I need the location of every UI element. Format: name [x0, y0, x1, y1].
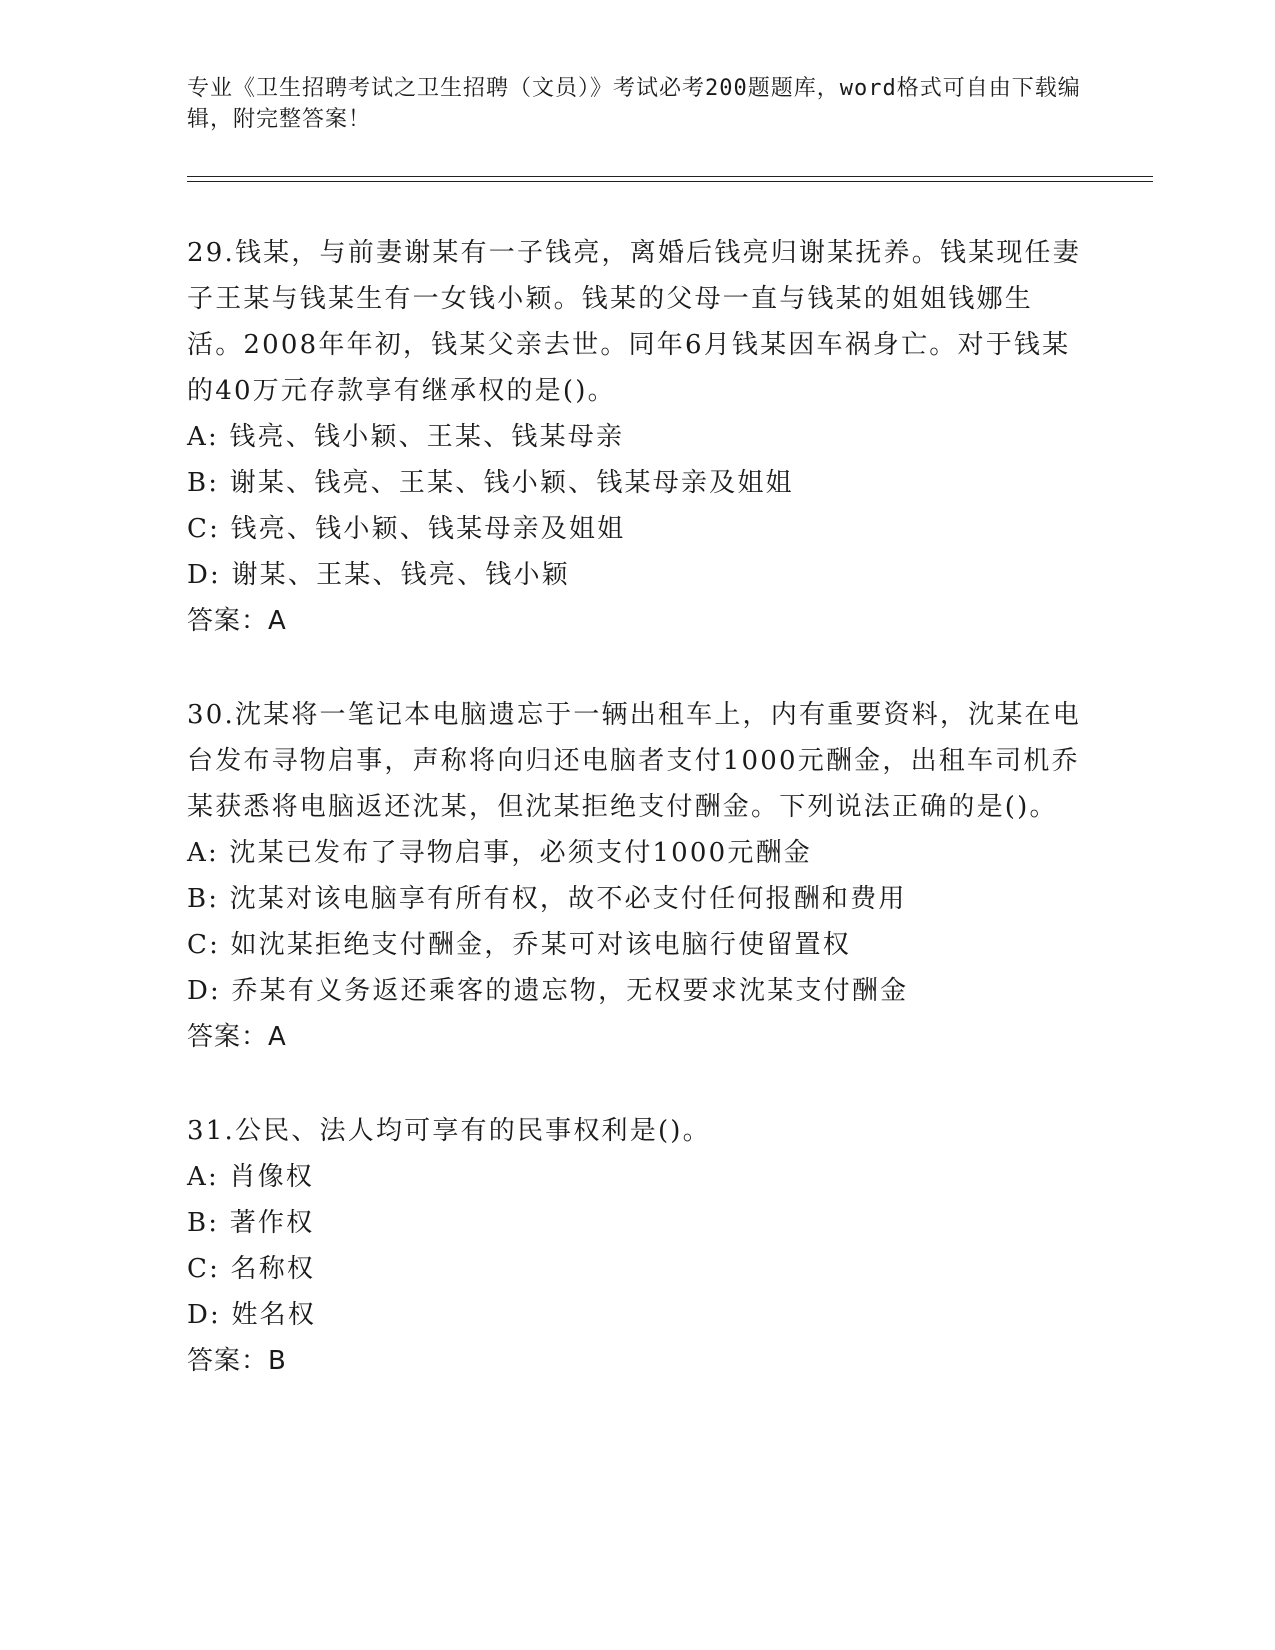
option-b: B: 著作权 — [187, 1208, 315, 1238]
option-b: B: 沈某对该电脑享有所有权，故不必支付任何报酬和费用 — [187, 884, 907, 914]
answer: 答案：A — [187, 606, 287, 636]
header-divider-bottom — [187, 181, 1153, 182]
option-b: B: 谢某、钱亮、王某、钱小颖、钱某母亲及姐姐 — [187, 468, 794, 498]
option-d: D: 谢某、王某、钱亮、钱小颖 — [187, 560, 570, 590]
question-30 — [187, 692, 1087, 1060]
option-c: C: 钱亮、钱小颖、钱某母亲及姐姐 — [187, 514, 626, 544]
option-c: C: 名称权 — [187, 1254, 316, 1284]
question-29 — [187, 230, 1087, 644]
question-text: 30.沈某将一笔记本电脑遗忘于一辆出租车上，内有重要资料，沈某在电台发布寻物启事，声称将向归还电脑者支付1000元酬金，出租车司机乔某获悉将电脑返还沈某，但沈某拒绝支付酬金。下列说法正确的是()。 — [187, 700, 1081, 822]
question-text: 29.钱某，与前妻谢某有一子钱亮，离婚后钱亮归谢某抚养。钱某现任妻子王某与钱某生有一女钱小颖。钱某的父母一直与钱某的姐姐钱娜生活。2008年年初，钱某父亲去世。同年6月钱某因车祸身亡。对于钱某的40万元存款享有继承权的是()。 — [187, 238, 1081, 406]
option-a: A: 沈某已发布了寻物启事，必须支付1000元酬金 — [187, 838, 812, 868]
option-a: A: 钱亮、钱小颖、王某、钱某母亲 — [187, 422, 625, 452]
answer: 答案：B — [187, 1346, 287, 1376]
question-31 — [187, 1108, 1087, 1384]
option-d: D: 姓名权 — [187, 1300, 317, 1330]
header-divider-top — [187, 176, 1153, 177]
option-c: C: 如沈某拒绝支付酬金，乔某可对该电脑行使留置权 — [187, 930, 851, 960]
question-text: 31.公民、法人均可享有的民事权利是()。 — [187, 1116, 711, 1146]
document-header: 专业《卫生招聘考试之卫生招聘（文员）》考试必考200题题库，word格式可自由下载编辑，附完整答案！ — [187, 76, 1081, 132]
answer: 答案：A — [187, 1022, 287, 1052]
option-d: D: 乔某有义务返还乘客的遗忘物，无权要求沈某支付酬金 — [187, 976, 909, 1006]
question-list — [187, 230, 1087, 1432]
option-a: A: 肖像权 — [187, 1162, 315, 1192]
